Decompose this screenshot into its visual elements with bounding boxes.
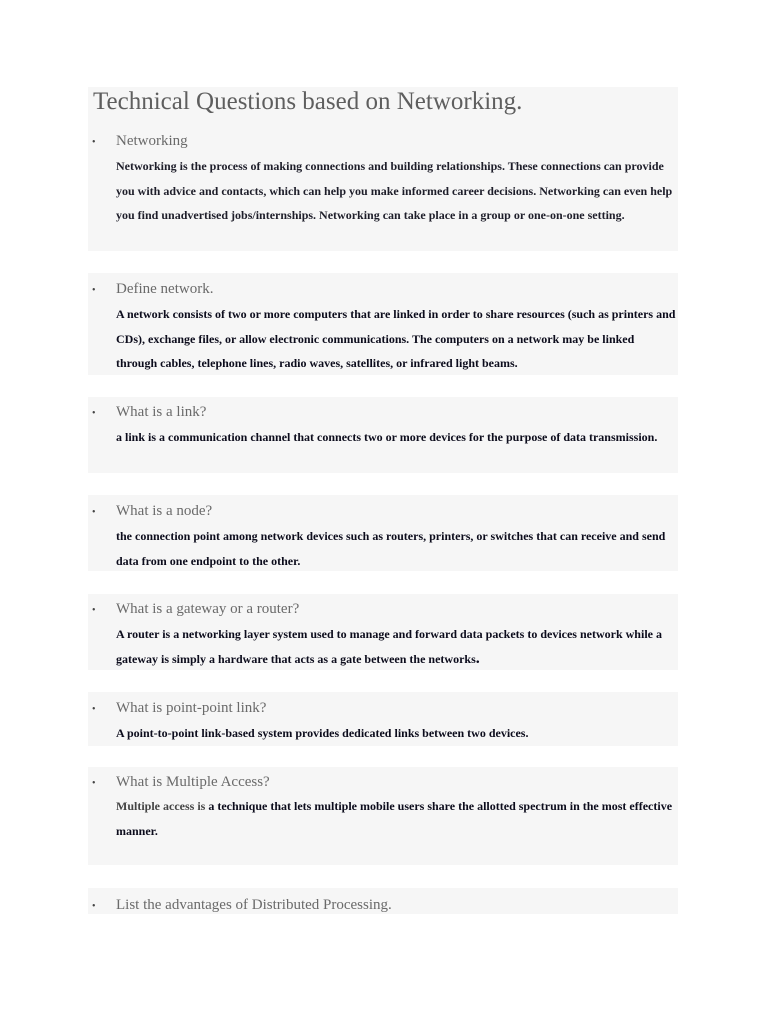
bullet: • bbox=[92, 285, 96, 296]
answer-text: a link is a communication channel that connects two or more devices for the purpose of data transmission. bbox=[116, 430, 658, 444]
bullet: • bbox=[92, 605, 96, 616]
answer-text bbox=[116, 794, 676, 843]
question-heading: What is a node? bbox=[116, 503, 213, 519]
bullet: • bbox=[92, 408, 96, 419]
bullet: • bbox=[92, 704, 96, 715]
answer-text: Networking is the process of making connections and building relationships. These connections can provide you with advice and contacts, which can help you make informed career decisions. Networking can even help you find unadvertised jobs/internships. Networking can take place in a group or one-on-one setting. bbox=[116, 159, 673, 223]
question-heading: What is Multiple Access? bbox=[116, 774, 270, 790]
question-heading: Networking bbox=[116, 133, 188, 149]
page-title: Technical Questions based on Networking. bbox=[93, 88, 523, 115]
bullet: • bbox=[92, 137, 96, 148]
bullet: • bbox=[92, 901, 96, 912]
answer-body: a technique that lets multiple mobile users share the allotted spectrum in the most effective manner. bbox=[116, 799, 673, 838]
question-heading: What is point-point link? bbox=[116, 700, 267, 716]
answer-text: A network consists of two or more computers that are linked in order to share resources (such as printers and CDs), exchange files, or allow electronic communications. The computers on a network may be linked through cables, telephone lines, radio waves, satellites, or infrared light beams. bbox=[116, 307, 676, 371]
answer-end-punctuation: . bbox=[475, 649, 480, 667]
answer-text: A point-to-point link-based system provides dedicated links between two devices. bbox=[116, 726, 529, 740]
answer-body: A router is a networking layer system used to manage and forward data packets to devices network while a gateway is simply a hardware that acts as a gate between the networks bbox=[116, 627, 662, 666]
answer-text bbox=[116, 622, 676, 671]
bullet: • bbox=[92, 507, 96, 518]
question-heading: What is a gateway or a router? bbox=[116, 601, 300, 617]
question-heading: Define network. bbox=[116, 281, 214, 297]
question-heading: List the advantages of Distributed Processing. bbox=[116, 897, 392, 913]
answer-text: the connection point among network devices such as routers, printers, or switches that can receive and send data from one endpoint to the other. bbox=[116, 529, 666, 568]
answer-lead-term: Multiple access is bbox=[116, 799, 206, 813]
question-heading: What is a link? bbox=[116, 404, 207, 420]
bullet: • bbox=[92, 778, 96, 789]
